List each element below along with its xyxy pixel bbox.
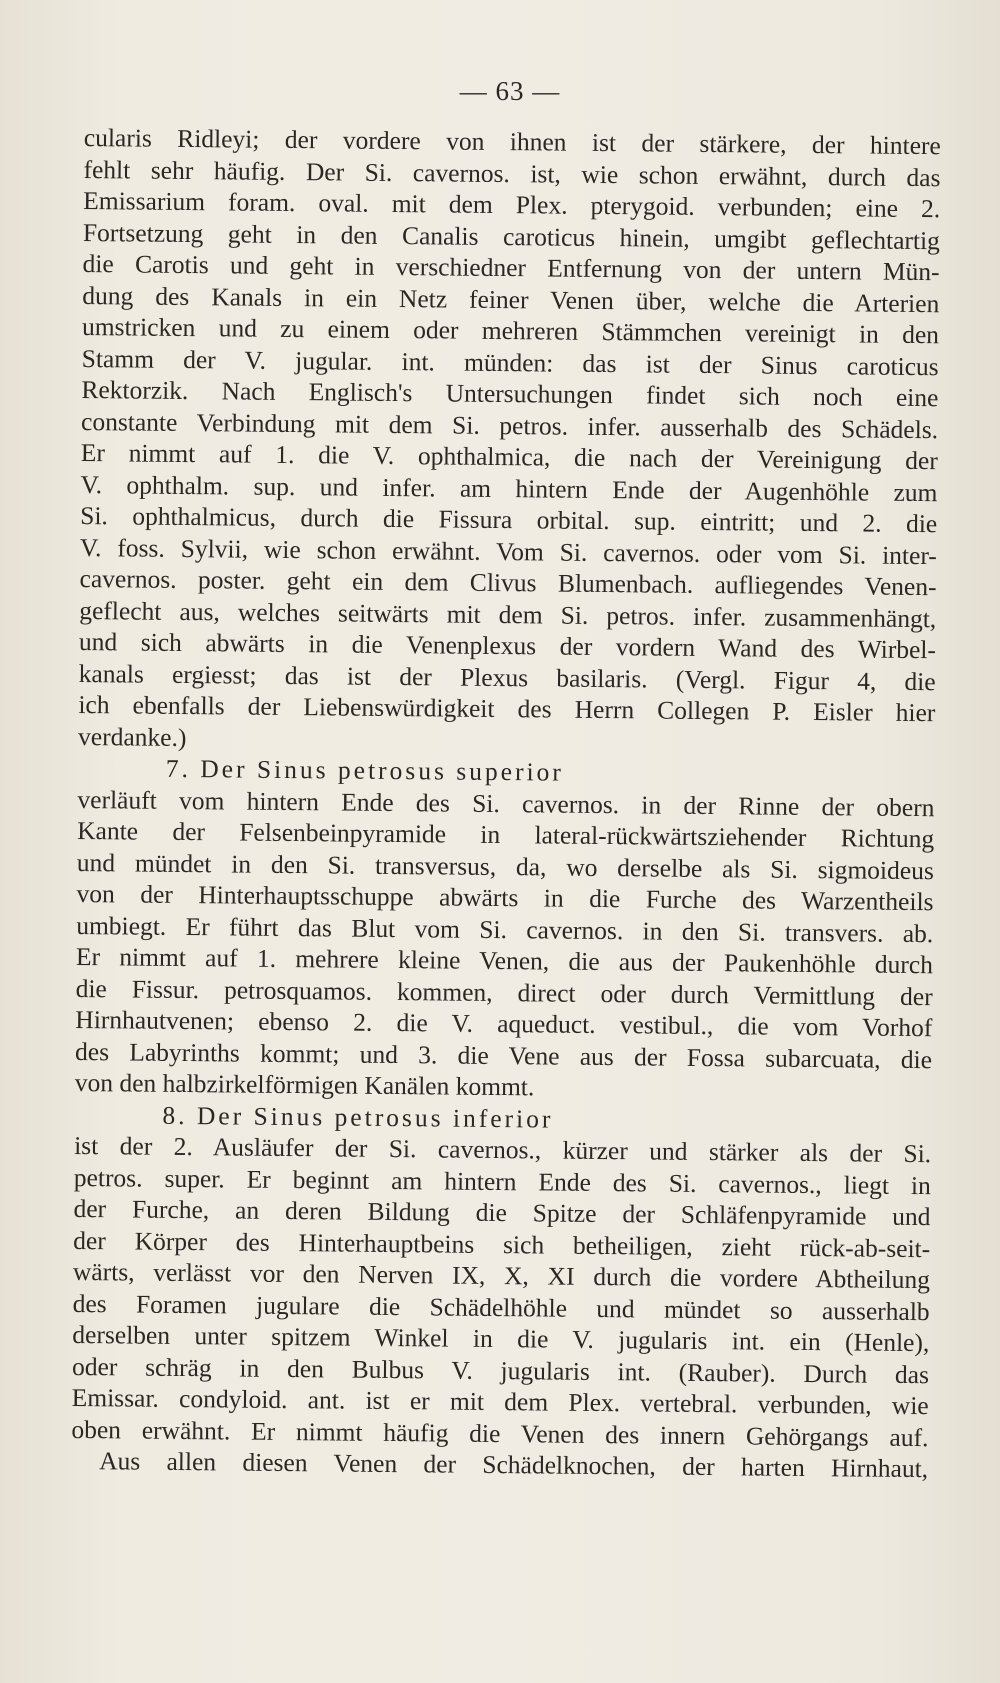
text-line: fehlt sehr häufig. Der Si. cavernos. ist, wie schon erwähnt, durch das (83, 154, 941, 192)
text-line: der Körper des Hinterhauptbeins sich betheiligen, zieht rück-ab-seit- (73, 1225, 931, 1263)
text-line: V. foss. Sylvii, wie schon erwähnt. Vom Si. cavernos. oder vom Si. inter- (79, 532, 938, 570)
text-line: petros. super. Er beginnt am hintern Ende des Si. cavernos., liegt in (73, 1162, 931, 1200)
text-line: des Labyrinths kommt; und 3. die Vene aus der Fossa subarcuata, die (74, 1036, 933, 1074)
text-line: Er nimmt auf 1. die V. ophthalmica, die nach der Vereinigung der (80, 437, 938, 476)
text-line: derselben unter spitzem Winkel in die V. jugularis int. ein (Henle), (72, 1319, 930, 1358)
text-line: des Foramen jugulare die Schädelhöhle und mündet so ausserhalb (72, 1288, 930, 1326)
text-line: Aus allen diesen Venen der Schädelknochen, der harten Hirnhaut, (99, 1446, 929, 1484)
text-line: wärts, verlässt vor den Nerven IX, X, XI durch die vordere Abtheilung (72, 1256, 931, 1295)
text-line: von den halbzirkelförmigen Kanälen kommt. (74, 1067, 535, 1102)
text-line: die Fissur. petrosquamos. kommen, direct oder durch Vermittlung der (75, 973, 933, 1011)
text-line: die Carotis und geht in verschiedner Entfernung von der untern Mün- (82, 248, 940, 287)
text-line: cularis Ridleyi; der vordere von ihnen ist der stärkere, der hintere (83, 122, 941, 161)
text-line: umbiegt. Er führt das Blut vom Si. cavernos. in den Si. transvers. ab. (76, 910, 934, 948)
text-line: ist der 2. Ausläufer der Si. cavernos., kürzer und stärker als der Si. (74, 1130, 932, 1169)
text-line: kanals ergiesst; das ist der Plexus basilaris. (Vergl. Figur 4, die (78, 658, 936, 696)
text-line: oben erwähnt. Er nimmt häufig die Venen des innern Gehörgangs auf. (71, 1414, 929, 1452)
text-line: und sich abwärts in die Venenplexus der vordern Wand des Wirbel- (78, 626, 937, 665)
section-heading-8: 8. Der Sinus petrosus inferior (162, 1100, 554, 1134)
text-line: Stamm der V. jugular. int. münden: das ist der Sinus caroticus (81, 343, 939, 381)
text-line: Fortsetzung geht in den Canalis caroticus hinein, umgibt geflechtartig (82, 217, 941, 255)
section-heading-7: 7. Der Sinus petrosus superior (165, 753, 565, 787)
text-line: umstricken und zu einem oder mehreren Stämmchen vereinigt in den (81, 311, 940, 350)
text-line: Kante der Felsenbeinpyramide in lateral-rückwärtsziehender Richtung (77, 815, 935, 854)
page-number: — 63 — (459, 76, 561, 106)
text-line: und mündet in den Si. transversus, da, wo derselbe als Si. sigmoideus (76, 847, 934, 885)
text-line: Rektorzik. Nach Englisch's Untersuchungen findet sich noch eine (81, 374, 939, 413)
text-line: V. ophthalm. sup. und infer. am hintern Ende der Augenhöhle zum (80, 469, 938, 507)
text-line: constante Verbindung mit dem Si. petros. infer. ausserhalb des Schädels. (80, 406, 939, 444)
text-line: Hirnhautvenen; ebenso 2. die V. aqueduct. vestibul., die vom Vorhof (75, 1004, 933, 1043)
text-line: ich ebenfalls der Liebenswürdigkeit des Herrn Collegen P. Eisler hier (78, 689, 936, 728)
text-line: oder schräg in den Bulbus V. jugularis int. (Rauber). Durch das (71, 1351, 930, 1389)
text-line: von der Hinterhauptsschuppe abwärts in die Furche des Warzentheils (76, 878, 934, 917)
text-line: geflecht aus, welches seitwärts mit dem Si. petros. infer. zusammenhängt, (79, 595, 937, 633)
text-line: dung des Kanals in ein Netz feiner Venen über, welche die Arterien (82, 280, 940, 318)
text-line: Emissarium foram. oval. mit dem Plex. pterygoid. verbunden; eine 2. (83, 185, 941, 224)
text-line: Emissar. condyloid. ant. ist er mit dem Plex. vertebral. verbunden, wie (71, 1382, 929, 1421)
text-line: verdanke.) (77, 721, 187, 752)
body-text (71, 122, 941, 1485)
text-line: Er nimmt auf 1. mehrere kleine Venen, die aus der Paukenhöhle durch (75, 941, 934, 980)
text-line: cavernos. poster. geht ein dem Clivus Blumenbach. aufliegendes Venen- (79, 563, 937, 602)
text-line: der Furche, an deren Bildung die Spitze der Schläfenpyramide und (73, 1193, 931, 1232)
text-line: verläuft vom hintern Ende des Si. cavernos. in der Rinne der obern (77, 784, 935, 822)
text-line: Si. ophthalmicus, durch die Fissura orbital. sup. eintritt; und 2. die (80, 500, 938, 539)
